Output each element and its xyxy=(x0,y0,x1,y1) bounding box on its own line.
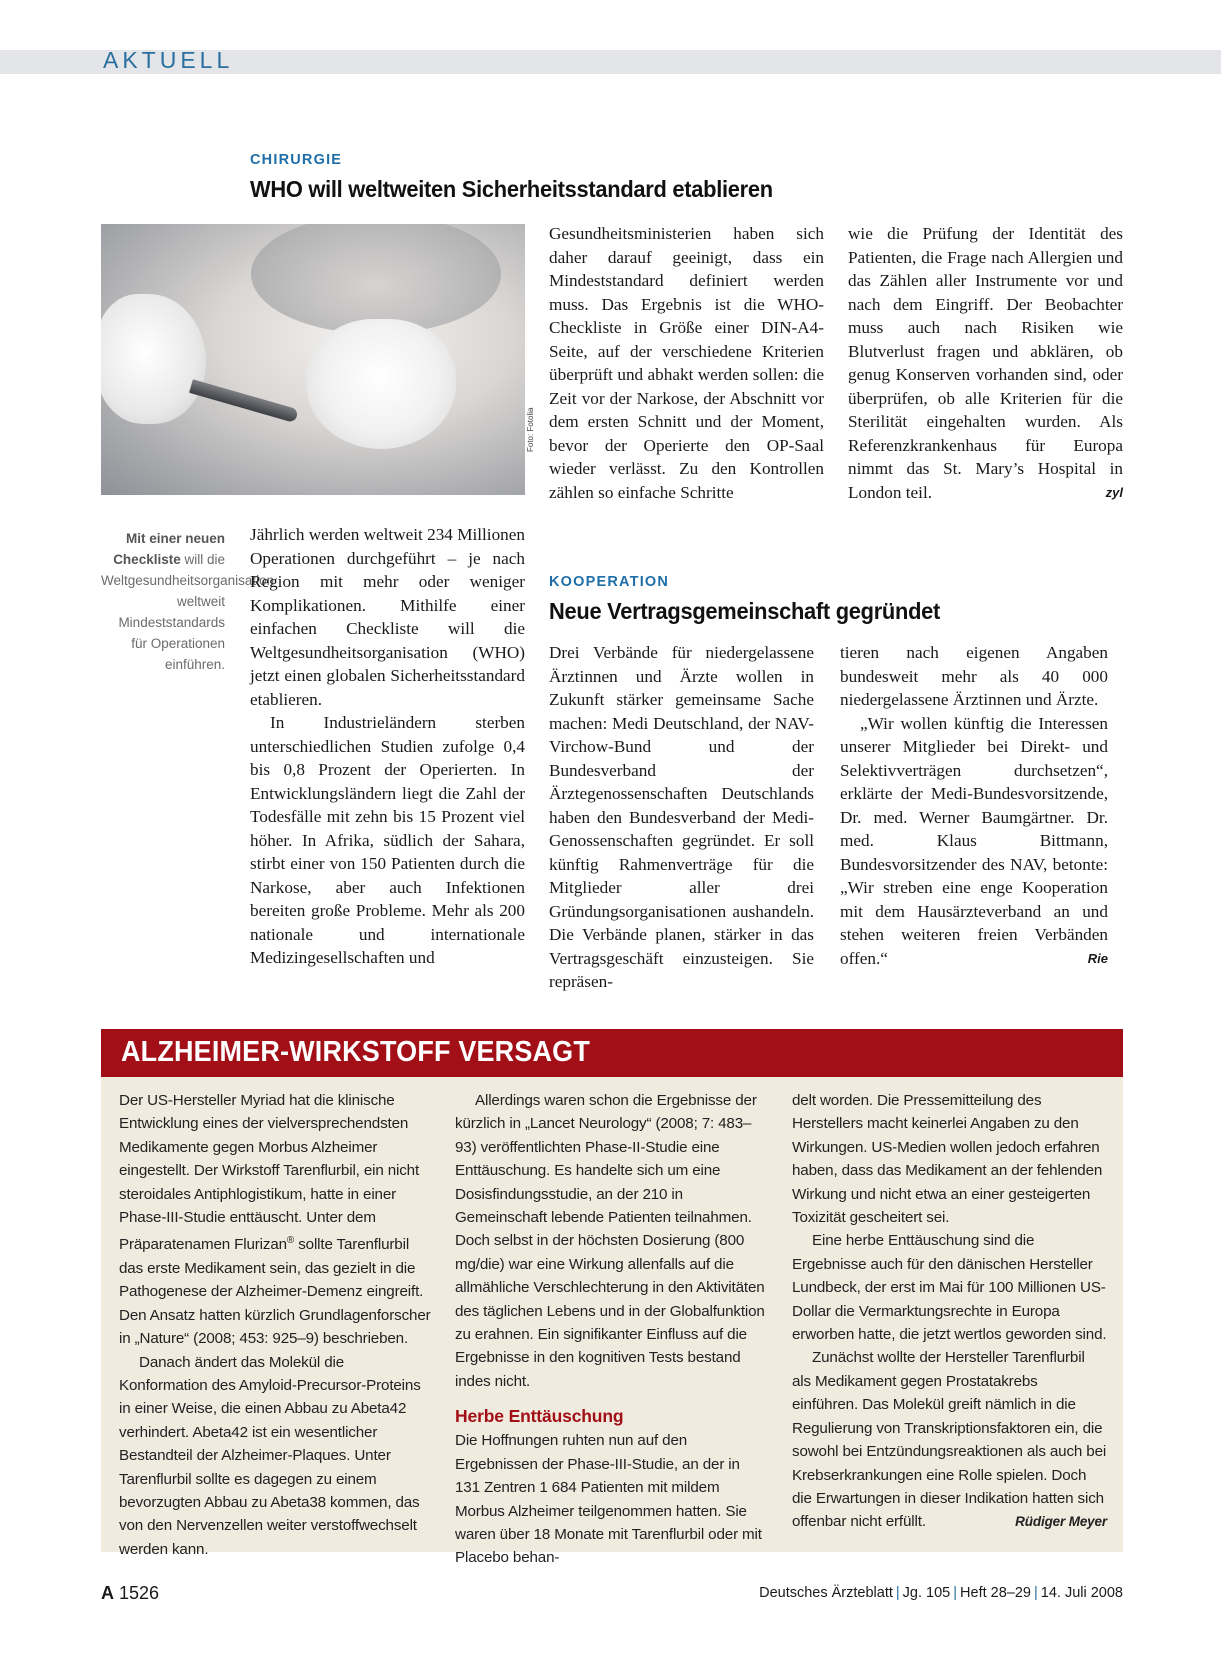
section-label: AKTUELL xyxy=(103,47,234,73)
article1-kicker: CHIRURGIE xyxy=(250,152,343,168)
photo-caption xyxy=(101,528,275,675)
journal-name: Deutsches Ärzteblatt xyxy=(759,1585,893,1601)
surgical-mask-shape xyxy=(306,319,456,449)
box-col3-para1: delt worden. Die Pressemitteilung des Herstellers macht keinerlei Angaben zu den Wirkungen. US-Medien wollen jedoch erfahren haben, dass das Medikament an der fehlenden Wirkung und nicht etwa an einer gesteigerten Toxizität gescheitert sei. xyxy=(792,1092,1103,1227)
journal-date: 14. Juli 2008 xyxy=(1040,1585,1123,1601)
article1-column-3 xyxy=(848,222,1123,504)
article2-byline: Rie xyxy=(1087,950,1108,966)
surgeon-photo xyxy=(101,224,525,495)
article1-column-2 xyxy=(549,222,824,504)
page-number xyxy=(101,1583,159,1604)
registered-mark: ® xyxy=(286,1235,295,1247)
box-col3-para2: Eine herbe Enttäuschung sind die Ergebnisse auch für den dänischen Hersteller Lundbeck, der erst im Mai für 100 Millionen US-Dollar die Vermarktungsrechte in Europa erworben hatte, die jetzt wertlos geworden sind. xyxy=(792,1232,1107,1344)
box-subhead: Herbe Enttäuschung xyxy=(455,1406,624,1427)
journal-volume: Jg. 105 xyxy=(902,1585,951,1601)
box-column-1 xyxy=(119,1089,431,1561)
article2-column-1 xyxy=(549,641,814,994)
journal-info xyxy=(759,1585,1123,1601)
box-column-3 xyxy=(792,1089,1107,1534)
article1-col1-para1: Jährlich werden weltweit 234 Millionen Operationen durchgeführt – je nach Region mit mehr oder weniger Komplikationen. Mithilfe einer einfachen Checkliste will die Weltgesundheitsorganisation (WHO) jetzt einen globalen Sicherheitsstandard etablieren. xyxy=(250,525,525,709)
article2-col2-para2: „Wir wollen künftig die Interessen unserer Mitglieder bei Direkt- und Selektivverträgen durchsetzen“, erklärte der Medi-Bundesvorsitzende, Dr. med. Werner Baumgärtner. Dr. med. Klaus Bittmann, Bundesvorsitzender des NAV, betonte: „Wir streben eine enge Kooperation mit dem Hausärzteverband an und stehen weiteren freien Verbänden offen.“ xyxy=(840,713,1108,968)
article2-col1-text: Drei Verbände für niedergelassene Ärztinnen und Ärzte wollen in Zukunft stärker gemeinsame Sache machen: Medi Deutschland, der NAV-Virchow-Bund und der Bundesverband der Ärztegenossenschaften Deutschlands haben den Bundesverband der Medi-Genossenschaften gegründet. Er soll künftig Rahmenverträge für die Mitglieder aller drei Gründungsorganisationen aushandeln. Die Verbände planen, stärker in das Vertragsgeschäft einzusteigen. Sie repräsen- xyxy=(549,643,814,991)
caption-text: will die Weltgesundheitsorganisation weltweit Mindeststandards für Operationen einführen. xyxy=(101,552,275,672)
page-prefix: A xyxy=(101,1583,114,1603)
separator: | xyxy=(1033,1585,1038,1601)
article1-byline: zyl xyxy=(1105,484,1123,500)
box-col2-para1: Allerdings waren schon die Ergebnisse der kürzlich in „Lancet Neurology“ (2008; 7: 483–93) veröffentlichten Phase-II-Studie eine Enttäuschung. Es handelte sich um eine Dosisfindungsstudie, an der 210 in Gemeinschaft lebende Patienten teilnahmen. Doch selbst in der höchsten Dosierung (800 mg/die) war eine Wirkung allenfalls auf die allmähliche Verschlechterung in den Aktivitäten des täglichen Lebens und in der Globalfunktion zu erahnen. Ein signifikanter Einfluss auf die Ergebnisse in den kognitiven Tests bestand indes nicht. xyxy=(455,1092,765,1390)
journal-issue: Heft 28–29 xyxy=(960,1585,1031,1601)
article2-kicker: KOOPERATION xyxy=(549,574,670,590)
box-col1-para2: Danach ändert das Molekül die Konformation des Amyloid-Precursor-Proteins in einer Weise, die einen Abbau zu Abeta42 verhindert. Abeta42 ist ein wesentlicher Bestandteil der Alzheimer-Plaques. Unter Tarenflurbil sollte es dagegen zu einem bevorzugten Abbau zu Abeta38 kommen, das von den Nervenzellen weiter verstoffwechselt werden kann. xyxy=(119,1353,421,1558)
photo-credit: Foto: Fotolia xyxy=(526,407,535,452)
article1-column-1 xyxy=(250,523,525,970)
caption-bold: Mit einer neuen Checkliste xyxy=(113,531,225,567)
article2-headline: Neue Vertragsgemeinschaft gegründet xyxy=(549,598,941,624)
article2-col2-para1: tieren nach eigenen Angaben bundesweit mehr als 40 000 niedergelassene Ärztinnen und Ärzte. xyxy=(840,643,1108,709)
alzheimer-box-title: ALZHEIMER-WIRKSTOFF VERSAGT xyxy=(121,1036,590,1068)
box-byline: Rüdiger Meyer xyxy=(1015,1514,1107,1530)
box-col3-para3: Zunächst wollte der Hersteller Tarenflurbil als Medikament gegen Prostatakrebs einführen. Das Molekül greift nämlich in die Regulierung von Transkriptionsfaktoren ein, die sowohl bei Entzündungsreaktionen als auch bei Krebserkrankungen eine Rolle spielen. Doch die Erwartungen in dieser Indikation hatten sich offenbar nicht erfüllt. xyxy=(792,1349,1107,1531)
surgical-cap-shape xyxy=(251,224,501,334)
separator: | xyxy=(895,1585,900,1601)
article1-col1-para2: In Industrieländern sterben unterschiedlichen Studien zufolge 0,4 bis 0,8 Prozent der Operierten. In Entwicklungsländern liegt die Zahl der Todesfälle mit zehn bis 15 Prozent viel höher. In Afrika, südlich der Sahara, stirbt einer von 150 Patienten durch die Narkose, aber auch Infektionen bereiten große Probleme. Mehr als 200 nationale und internationale Medizingesellschaften und xyxy=(250,713,525,967)
box-column-2 xyxy=(455,1089,767,1570)
box-col1-para1-a: Der US-Hersteller Myriad hat die klinische Entwicklung eines der vielversprechendsten Medikamente gegen Morbus Alzheimer eingestellt. Der Wirkstoff Tarenflurbil, ein nicht steroidales Antiphlogistikum, hatte in einer Phase-III-Studie enttäuscht. Unter dem Präparatenamen Flurizan xyxy=(119,1092,420,1254)
separator: | xyxy=(953,1585,958,1601)
box-col1-para1-b: sollte Tarenflurbil das erste Medikament sein, das gezielt in die Pathogenese der Alzheimer-Demenz eingreift. Den Ansatz hatten kürzlich Grundlagenforscher in „Nature“ (2008; 453: 925–9) beschrieben. xyxy=(119,1236,431,1348)
article1-headline: WHO will weltweiten Sicherheitsstandard etablieren xyxy=(250,176,773,202)
scalpel-shape xyxy=(189,379,299,423)
page-number-value: 1526 xyxy=(119,1583,160,1603)
box-col2-para2: Die Hoffnungen ruhten nun auf den Ergebnissen der Phase-III-Studie, an der in 131 Zentren 1 684 Patienten mit mildem Morbus Alzheimer teilgenommen hatten. Sie waren über 18 Monate mit Tarenflurbil oder mit Placebo behan- xyxy=(455,1432,762,1567)
article2-column-2 xyxy=(840,641,1108,970)
article1-col3-text: wie die Prüfung der Identität des Patienten, die Frage nach Allergien und das Zählen aller Instrumente vor und nach dem Eingriff. Der Beobachter muss auch nach Risiken wie Blutverlust fragen und abklären, ob genug Konserven vorhanden sind, oder überprüfen, ob alle Kriterien für die Sterilität eingehalten wurden. Als Referenzkrankenhaus für Europa nimmt das St. Mary’s Hospital in London teil. xyxy=(848,224,1123,502)
article1-col2-text: Gesundheitsministerien haben sich daher darauf geeinigt, dass ein Mindeststandard definiert werden muss. Das Ergebnis ist die WHO-Checkliste in Größe einer DIN-A4-Seite, auf der verschiedene Kriterien überprüft und abhakt werden sollen: die Zeit vor der Narkose, der Abschnitt vor dem ersten Schnitt und der Moment, bevor der Operierte den OP-Saal wieder verlässt. Zu den Kontrollen zählen so einfache Schritte xyxy=(549,224,824,502)
glove-shape xyxy=(101,294,206,424)
